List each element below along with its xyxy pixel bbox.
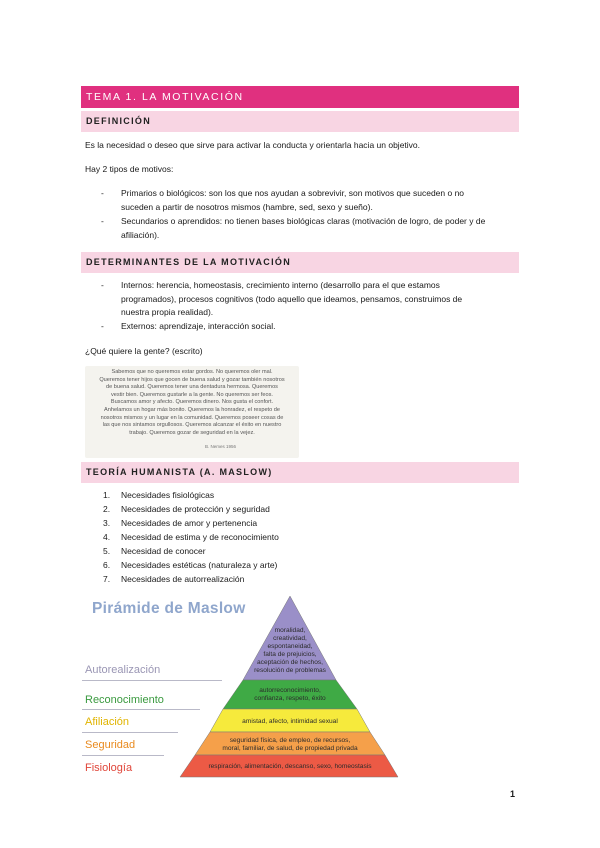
bullet-line: afiliación). xyxy=(121,229,160,240)
section-heading-determinantes: DETERMINANTES DE LA MOTIVACIÓN xyxy=(81,252,519,273)
pyramid-text-line: resolución de problemas xyxy=(254,667,326,674)
pyramid-text-line: confianza, respeto, éxito xyxy=(254,695,326,702)
section-heading-definicion: DEFINICIÓN xyxy=(81,111,519,132)
need-number: 6. xyxy=(103,560,111,570)
bullet-externos: Externos: aprendizaje, interacción social. xyxy=(121,321,276,331)
page-title: TEMA 1. LA MOTIVACIÓN xyxy=(81,86,519,108)
bullet-marker: - xyxy=(101,280,104,290)
need-number: 5. xyxy=(103,546,111,556)
need-item: Necesidades de protección y seguridad xyxy=(121,504,270,514)
quote-line: trabajo. Queremos gozar de seguridad en la vejez. xyxy=(129,429,255,436)
question-text: ¿Qué quiere la gente? (escrito) xyxy=(85,346,203,356)
definition-text: Es la necesidad o deseo que sirve para activar la conducta y orientarla hacia un objetivo. xyxy=(85,140,421,150)
pyramid-text-line: respiración, alimentación, descanso, sexo, homeostasis xyxy=(208,763,372,770)
pyramid-text-line: amistad, afecto, intimidad sexual xyxy=(242,718,338,725)
need-item: Necesidades fisiológicas xyxy=(121,490,215,500)
quote-line: Anhelamos un hogar más bonito. Queremos la honradez, el respeto de xyxy=(104,406,280,413)
need-number: 4. xyxy=(103,532,111,542)
need-item: Necesidades de autorrealización xyxy=(121,574,245,584)
pyramid-text-line: creatividad, xyxy=(273,635,307,642)
page-number: 1 xyxy=(510,789,516,799)
quote-line: Sabemos que no queremos estar gordos. No queremos oler mal. xyxy=(111,369,273,375)
bullet-marker: - xyxy=(101,188,104,198)
bullet-line: Secundarios o aprendidos: no tienen bases biológicas claras (motivación de logro, de poder y de xyxy=(121,216,486,226)
bullet-marker: - xyxy=(101,216,104,226)
level-label-fisiologia: Fisiología xyxy=(85,762,133,774)
pyramid-title: Pirámide de Maslow xyxy=(92,600,246,617)
bullet-line: Primarios o biológicos: son los que nos ayudan a sobrevivir, son motivos que suceden o no xyxy=(121,188,465,198)
need-number: 2. xyxy=(103,504,111,514)
quote-line: vestir bien. Queremos gustarle a la gente. No queremos ser feos. xyxy=(111,391,273,398)
level-label-autorealizacion: Autorealización xyxy=(85,664,161,676)
quote-signature: B. Nemes 1956 xyxy=(205,444,237,449)
need-number: 7. xyxy=(103,574,111,584)
pyramid-text-line: moral, familiar, de salud, de propiedad privada xyxy=(222,745,358,752)
level-label-seguridad: Seguridad xyxy=(85,739,136,751)
need-number: 1. xyxy=(103,490,111,500)
pyramid-text-line: seguridad física, de empleo, de recursos, xyxy=(229,737,351,744)
quote-line: nosotros mismos y un lugar en la comunidad. Queremos poseer cosas de xyxy=(100,414,284,421)
pyramid-text-line: falta de prejuicios, xyxy=(263,651,317,658)
bullet-line: Internos: herencia, homeostasis, crecimiento interno (desarrollo para el que estamos xyxy=(121,280,440,290)
level-label-reconocimiento: Reconocimiento xyxy=(85,694,164,706)
quote-line: Queremos tener hijos que gocen de buena salud y gozar también nosotros xyxy=(99,376,285,383)
quote-line: Buscamos amor y afecto. Queremos dinero. Nos gusta el confort. xyxy=(110,399,274,406)
need-item: Necesidades estéticas (naturaleza y arte) xyxy=(121,560,278,570)
bullet-line: programados), procesos cognitivos (todo aquello que ideamos, pensamos, construimos de xyxy=(121,293,463,304)
pyramid-text-line: espontaneidad, xyxy=(267,643,313,650)
pyramid-text-line: autorreconocimiento, xyxy=(259,687,321,694)
quote-line: las que nos sintamos orgullosos. Queremos alcanzar el éxito en nuestro xyxy=(102,422,282,429)
quote-line: de buena salud. Queremos tener una dentadura hermosa. Queremos xyxy=(106,384,278,391)
need-item: Necesidad de estima y de reconocimiento xyxy=(121,532,279,542)
need-item: Necesidades de amor y pertenencia xyxy=(121,518,258,528)
section-heading-maslow: TEORÍA HUMANISTA (A. MASLOW) xyxy=(81,462,519,483)
pyramid-text-line: moralidad, xyxy=(274,627,306,634)
bullet-marker: - xyxy=(101,321,104,331)
bullet-line: nuestra propia realidad). xyxy=(121,307,214,317)
motives-intro: Hay 2 tipos de motivos: xyxy=(85,164,174,174)
need-item: Necesidad de conocer xyxy=(121,546,206,556)
pyramid-text-line: aceptación de hechos, xyxy=(257,659,323,666)
level-label-afiliacion: Afiliación xyxy=(85,716,130,728)
bullet-line: suceden a partir de nosotros mismos (hambre, sed, sexo y sueño). xyxy=(121,201,373,212)
need-number: 3. xyxy=(103,518,111,528)
